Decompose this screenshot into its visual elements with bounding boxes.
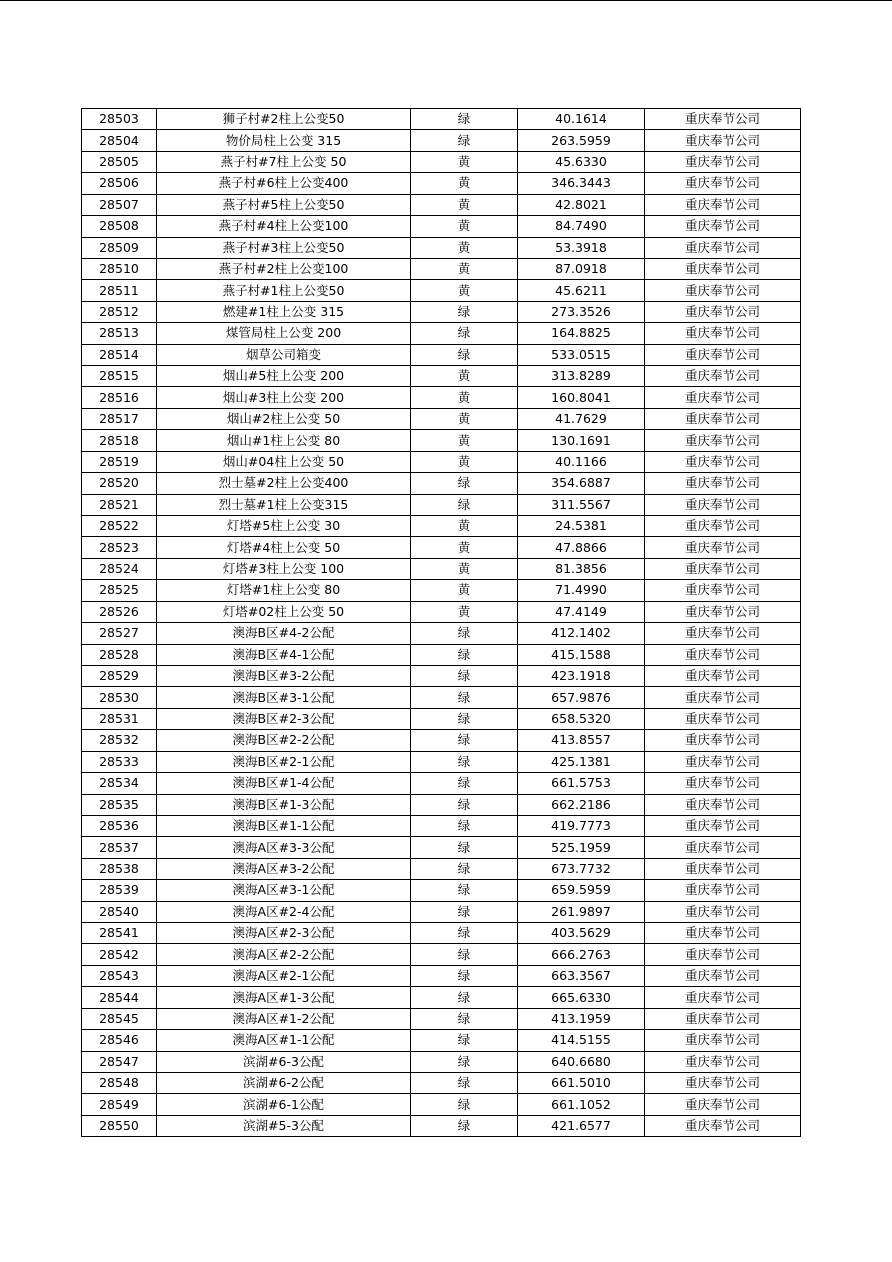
transformer-name-cell: 澳海A区#2-1公配 — [157, 965, 411, 986]
company-cell: 重庆奉节公司 — [645, 987, 801, 1008]
transformer-name-cell: 烟山#5柱上公变 200 — [157, 366, 411, 387]
row-id-cell: 28529 — [82, 665, 157, 686]
status-color-cell: 绿 — [411, 301, 518, 322]
status-color-cell: 黄 — [411, 280, 518, 301]
company-cell: 重庆奉节公司 — [645, 451, 801, 472]
status-color-cell: 绿 — [411, 494, 518, 515]
value-cell: 661.5753 — [518, 773, 645, 794]
row-id-cell: 28542 — [82, 944, 157, 965]
page-top-border — [0, 0, 892, 1]
status-color-cell: 绿 — [411, 687, 518, 708]
row-id-cell: 28532 — [82, 730, 157, 751]
status-color-cell: 黄 — [411, 601, 518, 622]
company-cell: 重庆奉节公司 — [645, 773, 801, 794]
value-cell: 403.5629 — [518, 923, 645, 944]
transformer-name-cell: 灯塔#5柱上公变 30 — [157, 516, 411, 537]
table-row — [82, 451, 801, 472]
table-row — [82, 387, 801, 408]
company-cell: 重庆奉节公司 — [645, 280, 801, 301]
company-cell: 重庆奉节公司 — [645, 837, 801, 858]
value-cell: 425.1381 — [518, 751, 645, 772]
company-cell: 重庆奉节公司 — [645, 944, 801, 965]
company-cell: 重庆奉节公司 — [645, 109, 801, 130]
status-color-cell: 黄 — [411, 430, 518, 451]
row-id-cell: 28538 — [82, 858, 157, 879]
transformer-name-cell: 澳海A区#3-3公配 — [157, 837, 411, 858]
value-cell: 354.6887 — [518, 473, 645, 494]
table-row — [82, 151, 801, 172]
company-cell: 重庆奉节公司 — [645, 708, 801, 729]
table-row — [82, 623, 801, 644]
transformer-name-cell: 燃建#1柱上公变 315 — [157, 301, 411, 322]
transformer-name-cell: 燕子村#7柱上公变 50 — [157, 151, 411, 172]
table-row — [82, 173, 801, 194]
company-cell: 重庆奉节公司 — [645, 387, 801, 408]
row-id-cell: 28543 — [82, 965, 157, 986]
status-color-cell: 绿 — [411, 1051, 518, 1072]
value-cell: 45.6330 — [518, 151, 645, 172]
transformer-name-cell: 烈士墓#2柱上公变400 — [157, 473, 411, 494]
table-row — [82, 965, 801, 986]
company-cell: 重庆奉节公司 — [645, 730, 801, 751]
table-row — [82, 301, 801, 322]
transformer-name-cell: 燕子村#4柱上公变100 — [157, 216, 411, 237]
value-cell: 81.3856 — [518, 558, 645, 579]
company-cell: 重庆奉节公司 — [645, 965, 801, 986]
row-id-cell: 28508 — [82, 216, 157, 237]
table-row — [82, 430, 801, 451]
table-row — [82, 366, 801, 387]
table-row — [82, 687, 801, 708]
transformer-name-cell: 灯塔#1柱上公变 80 — [157, 580, 411, 601]
value-cell: 663.3567 — [518, 965, 645, 986]
table-row — [82, 323, 801, 344]
status-color-cell: 绿 — [411, 1115, 518, 1136]
value-cell: 47.8866 — [518, 537, 645, 558]
row-id-cell: 28531 — [82, 708, 157, 729]
value-cell: 263.5959 — [518, 130, 645, 151]
company-cell: 重庆奉节公司 — [645, 644, 801, 665]
value-cell: 665.6330 — [518, 987, 645, 1008]
row-id-cell: 28547 — [82, 1051, 157, 1072]
row-id-cell: 28509 — [82, 237, 157, 258]
company-cell: 重庆奉节公司 — [645, 880, 801, 901]
transformer-name-cell: 澳海B区#4-1公配 — [157, 644, 411, 665]
value-cell: 273.3526 — [518, 301, 645, 322]
row-id-cell: 28549 — [82, 1094, 157, 1115]
company-cell: 重庆奉节公司 — [645, 237, 801, 258]
row-id-cell: 28540 — [82, 901, 157, 922]
status-color-cell: 绿 — [411, 1072, 518, 1093]
company-cell: 重庆奉节公司 — [645, 623, 801, 644]
table-row — [82, 837, 801, 858]
table-row — [82, 858, 801, 879]
company-cell: 重庆奉节公司 — [645, 580, 801, 601]
status-color-cell: 绿 — [411, 130, 518, 151]
transformer-name-cell: 燕子村#2柱上公变100 — [157, 258, 411, 279]
row-id-cell: 28535 — [82, 794, 157, 815]
row-id-cell: 28525 — [82, 580, 157, 601]
status-color-cell: 绿 — [411, 751, 518, 772]
company-cell: 重庆奉节公司 — [645, 323, 801, 344]
status-color-cell: 黄 — [411, 387, 518, 408]
status-color-cell: 黄 — [411, 537, 518, 558]
value-cell: 311.5567 — [518, 494, 645, 515]
row-id-cell: 28528 — [82, 644, 157, 665]
transformer-name-cell: 澳海B区#2-3公配 — [157, 708, 411, 729]
company-cell: 重庆奉节公司 — [645, 1115, 801, 1136]
transformer-name-cell: 烟山#04柱上公变 50 — [157, 451, 411, 472]
table-row — [82, 216, 801, 237]
transformer-name-cell: 澳海B区#1-3公配 — [157, 794, 411, 815]
transformer-name-cell: 燕子村#1柱上公变50 — [157, 280, 411, 301]
company-cell: 重庆奉节公司 — [645, 858, 801, 879]
status-color-cell: 绿 — [411, 665, 518, 686]
row-id-cell: 28507 — [82, 194, 157, 215]
table-row — [82, 516, 801, 537]
transformer-name-cell: 滨湖#6-3公配 — [157, 1051, 411, 1072]
row-id-cell: 28519 — [82, 451, 157, 472]
company-cell: 重庆奉节公司 — [645, 901, 801, 922]
table-row — [82, 815, 801, 836]
value-cell: 24.5381 — [518, 516, 645, 537]
value-cell: 41.7629 — [518, 408, 645, 429]
row-id-cell: 28536 — [82, 815, 157, 836]
company-cell: 重庆奉节公司 — [645, 665, 801, 686]
status-color-cell: 黄 — [411, 451, 518, 472]
transformer-name-cell: 燕子村#5柱上公变50 — [157, 194, 411, 215]
company-cell: 重庆奉节公司 — [645, 751, 801, 772]
row-id-cell: 28517 — [82, 408, 157, 429]
value-cell: 413.1959 — [518, 1008, 645, 1029]
row-id-cell: 28518 — [82, 430, 157, 451]
company-cell: 重庆奉节公司 — [645, 194, 801, 215]
transformer-name-cell: 烟草公司箱变 — [157, 344, 411, 365]
table-row — [82, 665, 801, 686]
status-color-cell: 黄 — [411, 258, 518, 279]
table-row — [82, 751, 801, 772]
status-color-cell: 黄 — [411, 151, 518, 172]
row-id-cell: 28511 — [82, 280, 157, 301]
status-color-cell: 绿 — [411, 644, 518, 665]
company-cell: 重庆奉节公司 — [645, 537, 801, 558]
value-cell: 313.8289 — [518, 366, 645, 387]
row-id-cell: 28523 — [82, 537, 157, 558]
transformer-name-cell: 澳海B区#4-2公配 — [157, 623, 411, 644]
status-color-cell: 绿 — [411, 880, 518, 901]
row-id-cell: 28510 — [82, 258, 157, 279]
row-id-cell: 28514 — [82, 344, 157, 365]
transformer-name-cell: 澳海B区#1-4公配 — [157, 773, 411, 794]
status-color-cell: 绿 — [411, 730, 518, 751]
value-cell: 657.9876 — [518, 687, 645, 708]
table-row — [82, 901, 801, 922]
table-row — [82, 1094, 801, 1115]
row-id-cell: 28526 — [82, 601, 157, 622]
value-cell: 45.6211 — [518, 280, 645, 301]
transformer-name-cell: 燕子村#6柱上公变400 — [157, 173, 411, 194]
row-id-cell: 28533 — [82, 751, 157, 772]
transformer-name-cell: 澳海A区#2-4公配 — [157, 901, 411, 922]
row-id-cell: 28516 — [82, 387, 157, 408]
company-cell: 重庆奉节公司 — [645, 216, 801, 237]
transformer-name-cell: 烟山#3柱上公变 200 — [157, 387, 411, 408]
status-color-cell: 黄 — [411, 558, 518, 579]
value-cell: 164.8825 — [518, 323, 645, 344]
company-cell: 重庆奉节公司 — [645, 923, 801, 944]
transformer-name-cell: 澳海A区#2-3公配 — [157, 923, 411, 944]
company-cell: 重庆奉节公司 — [645, 130, 801, 151]
company-cell: 重庆奉节公司 — [645, 1094, 801, 1115]
transformer-name-cell: 澳海A区#2-2公配 — [157, 944, 411, 965]
row-id-cell: 28544 — [82, 987, 157, 1008]
transformer-name-cell: 澳海A区#1-3公配 — [157, 987, 411, 1008]
status-color-cell: 绿 — [411, 923, 518, 944]
value-cell: 261.9897 — [518, 901, 645, 922]
value-cell: 419.7773 — [518, 815, 645, 836]
value-cell: 53.3918 — [518, 237, 645, 258]
table-row — [82, 1051, 801, 1072]
value-cell: 71.4990 — [518, 580, 645, 601]
table-row — [82, 708, 801, 729]
transformer-name-cell: 澳海A区#1-1公配 — [157, 1030, 411, 1051]
company-cell: 重庆奉节公司 — [645, 430, 801, 451]
status-color-cell: 黄 — [411, 580, 518, 601]
company-cell: 重庆奉节公司 — [645, 687, 801, 708]
row-id-cell: 28503 — [82, 109, 157, 130]
status-color-cell: 黄 — [411, 173, 518, 194]
transformer-name-cell: 澳海A区#1-2公配 — [157, 1008, 411, 1029]
value-cell: 423.1918 — [518, 665, 645, 686]
row-id-cell: 28522 — [82, 516, 157, 537]
row-id-cell: 28521 — [82, 494, 157, 515]
company-cell: 重庆奉节公司 — [645, 794, 801, 815]
transformer-name-cell: 澳海A区#3-1公配 — [157, 880, 411, 901]
status-color-cell: 绿 — [411, 1094, 518, 1115]
table-row — [82, 473, 801, 494]
status-color-cell: 绿 — [411, 323, 518, 344]
row-id-cell: 28545 — [82, 1008, 157, 1029]
company-cell: 重庆奉节公司 — [645, 1051, 801, 1072]
status-color-cell: 绿 — [411, 623, 518, 644]
value-cell: 673.7732 — [518, 858, 645, 879]
value-cell: 414.5155 — [518, 1030, 645, 1051]
table-row — [82, 258, 801, 279]
value-cell: 40.1614 — [518, 109, 645, 130]
value-cell: 661.5010 — [518, 1072, 645, 1093]
table-row — [82, 1072, 801, 1093]
value-cell: 533.0515 — [518, 344, 645, 365]
row-id-cell: 28530 — [82, 687, 157, 708]
transformer-name-cell: 烟山#1柱上公变 80 — [157, 430, 411, 451]
value-cell: 84.7490 — [518, 216, 645, 237]
value-cell: 413.8557 — [518, 730, 645, 751]
row-id-cell: 28504 — [82, 130, 157, 151]
table-row — [82, 1008, 801, 1029]
transformer-name-cell: 澳海A区#3-2公配 — [157, 858, 411, 879]
transformer-name-cell: 澳海B区#2-2公配 — [157, 730, 411, 751]
status-color-cell: 黄 — [411, 516, 518, 537]
transformer-table — [81, 108, 801, 1137]
row-id-cell: 28548 — [82, 1072, 157, 1093]
row-id-cell: 28513 — [82, 323, 157, 344]
table-row — [82, 944, 801, 965]
row-id-cell: 28534 — [82, 773, 157, 794]
company-cell: 重庆奉节公司 — [645, 1008, 801, 1029]
value-cell: 130.1691 — [518, 430, 645, 451]
table-row — [82, 408, 801, 429]
status-color-cell: 绿 — [411, 837, 518, 858]
table-row — [82, 987, 801, 1008]
status-color-cell: 绿 — [411, 1030, 518, 1051]
transformer-name-cell: 烟山#2柱上公变 50 — [157, 408, 411, 429]
company-cell: 重庆奉节公司 — [645, 601, 801, 622]
company-cell: 重庆奉节公司 — [645, 258, 801, 279]
table-row — [82, 1115, 801, 1136]
company-cell: 重庆奉节公司 — [645, 173, 801, 194]
value-cell: 42.8021 — [518, 194, 645, 215]
value-cell: 661.1052 — [518, 1094, 645, 1115]
transformer-name-cell: 澳海B区#3-2公配 — [157, 665, 411, 686]
company-cell: 重庆奉节公司 — [645, 558, 801, 579]
table-row — [82, 280, 801, 301]
row-id-cell: 28546 — [82, 1030, 157, 1051]
status-color-cell: 绿 — [411, 1008, 518, 1029]
transformer-name-cell: 澳海B区#3-1公配 — [157, 687, 411, 708]
table-row — [82, 923, 801, 944]
row-id-cell: 28506 — [82, 173, 157, 194]
value-cell: 415.1588 — [518, 644, 645, 665]
row-id-cell: 28505 — [82, 151, 157, 172]
status-color-cell: 绿 — [411, 987, 518, 1008]
table-row — [82, 237, 801, 258]
status-color-cell: 绿 — [411, 773, 518, 794]
company-cell: 重庆奉节公司 — [645, 151, 801, 172]
row-id-cell: 28520 — [82, 473, 157, 494]
value-cell: 47.4149 — [518, 601, 645, 622]
value-cell: 640.6680 — [518, 1051, 645, 1072]
company-cell: 重庆奉节公司 — [645, 366, 801, 387]
value-cell: 87.0918 — [518, 258, 645, 279]
status-color-cell: 绿 — [411, 344, 518, 365]
status-color-cell: 绿 — [411, 858, 518, 879]
row-id-cell: 28541 — [82, 923, 157, 944]
transformer-name-cell: 狮子村#2柱上公变50 — [157, 109, 411, 130]
table-row — [82, 601, 801, 622]
status-color-cell: 绿 — [411, 815, 518, 836]
table-row — [82, 1030, 801, 1051]
table-row — [82, 494, 801, 515]
row-id-cell: 28515 — [82, 366, 157, 387]
status-color-cell: 绿 — [411, 794, 518, 815]
row-id-cell: 28512 — [82, 301, 157, 322]
transformer-name-cell: 燕子村#3柱上公变50 — [157, 237, 411, 258]
transformer-name-cell: 烈士墓#1柱上公变315 — [157, 494, 411, 515]
table-row — [82, 109, 801, 130]
row-id-cell: 28550 — [82, 1115, 157, 1136]
transformer-name-cell: 澳海B区#2-1公配 — [157, 751, 411, 772]
status-color-cell: 绿 — [411, 473, 518, 494]
table-body — [82, 109, 801, 1137]
status-color-cell: 绿 — [411, 708, 518, 729]
value-cell: 412.1402 — [518, 623, 645, 644]
value-cell: 346.3443 — [518, 173, 645, 194]
transformer-name-cell: 滨湖#6-2公配 — [157, 1072, 411, 1093]
row-id-cell: 28537 — [82, 837, 157, 858]
value-cell: 658.5320 — [518, 708, 645, 729]
company-cell: 重庆奉节公司 — [645, 408, 801, 429]
value-cell: 40.1166 — [518, 451, 645, 472]
status-color-cell: 绿 — [411, 965, 518, 986]
transformer-name-cell: 煤管局柱上公变 200 — [157, 323, 411, 344]
company-cell: 重庆奉节公司 — [645, 1072, 801, 1093]
table-row — [82, 580, 801, 601]
company-cell: 重庆奉节公司 — [645, 1030, 801, 1051]
row-id-cell: 28524 — [82, 558, 157, 579]
table-row — [82, 880, 801, 901]
value-cell: 666.2763 — [518, 944, 645, 965]
company-cell: 重庆奉节公司 — [645, 301, 801, 322]
status-color-cell: 绿 — [411, 901, 518, 922]
row-id-cell: 28527 — [82, 623, 157, 644]
table-row — [82, 773, 801, 794]
value-cell: 662.2186 — [518, 794, 645, 815]
table-row — [82, 130, 801, 151]
status-color-cell: 黄 — [411, 366, 518, 387]
transformer-name-cell: 澳海B区#1-1公配 — [157, 815, 411, 836]
row-id-cell: 28539 — [82, 880, 157, 901]
status-color-cell: 绿 — [411, 944, 518, 965]
transformer-name-cell: 灯塔#4柱上公变 50 — [157, 537, 411, 558]
transformer-name-cell: 物价局柱上公变 315 — [157, 130, 411, 151]
status-color-cell: 黄 — [411, 408, 518, 429]
value-cell: 525.1959 — [518, 837, 645, 858]
table-row — [82, 194, 801, 215]
table-row — [82, 730, 801, 751]
status-color-cell: 黄 — [411, 237, 518, 258]
value-cell: 421.6577 — [518, 1115, 645, 1136]
company-cell: 重庆奉节公司 — [645, 344, 801, 365]
transformer-name-cell: 灯塔#02柱上公变 50 — [157, 601, 411, 622]
status-color-cell: 绿 — [411, 109, 518, 130]
table-row — [82, 558, 801, 579]
table-row — [82, 537, 801, 558]
company-cell: 重庆奉节公司 — [645, 494, 801, 515]
table-row — [82, 344, 801, 365]
company-cell: 重庆奉节公司 — [645, 516, 801, 537]
table-row — [82, 794, 801, 815]
transformer-name-cell: 灯塔#3柱上公变 100 — [157, 558, 411, 579]
status-color-cell: 黄 — [411, 216, 518, 237]
status-color-cell: 黄 — [411, 194, 518, 215]
transformer-name-cell: 滨湖#5-3公配 — [157, 1115, 411, 1136]
transformer-name-cell: 滨湖#6-1公配 — [157, 1094, 411, 1115]
value-cell: 659.5959 — [518, 880, 645, 901]
table-row — [82, 644, 801, 665]
value-cell: 160.8041 — [518, 387, 645, 408]
company-cell: 重庆奉节公司 — [645, 815, 801, 836]
company-cell: 重庆奉节公司 — [645, 473, 801, 494]
